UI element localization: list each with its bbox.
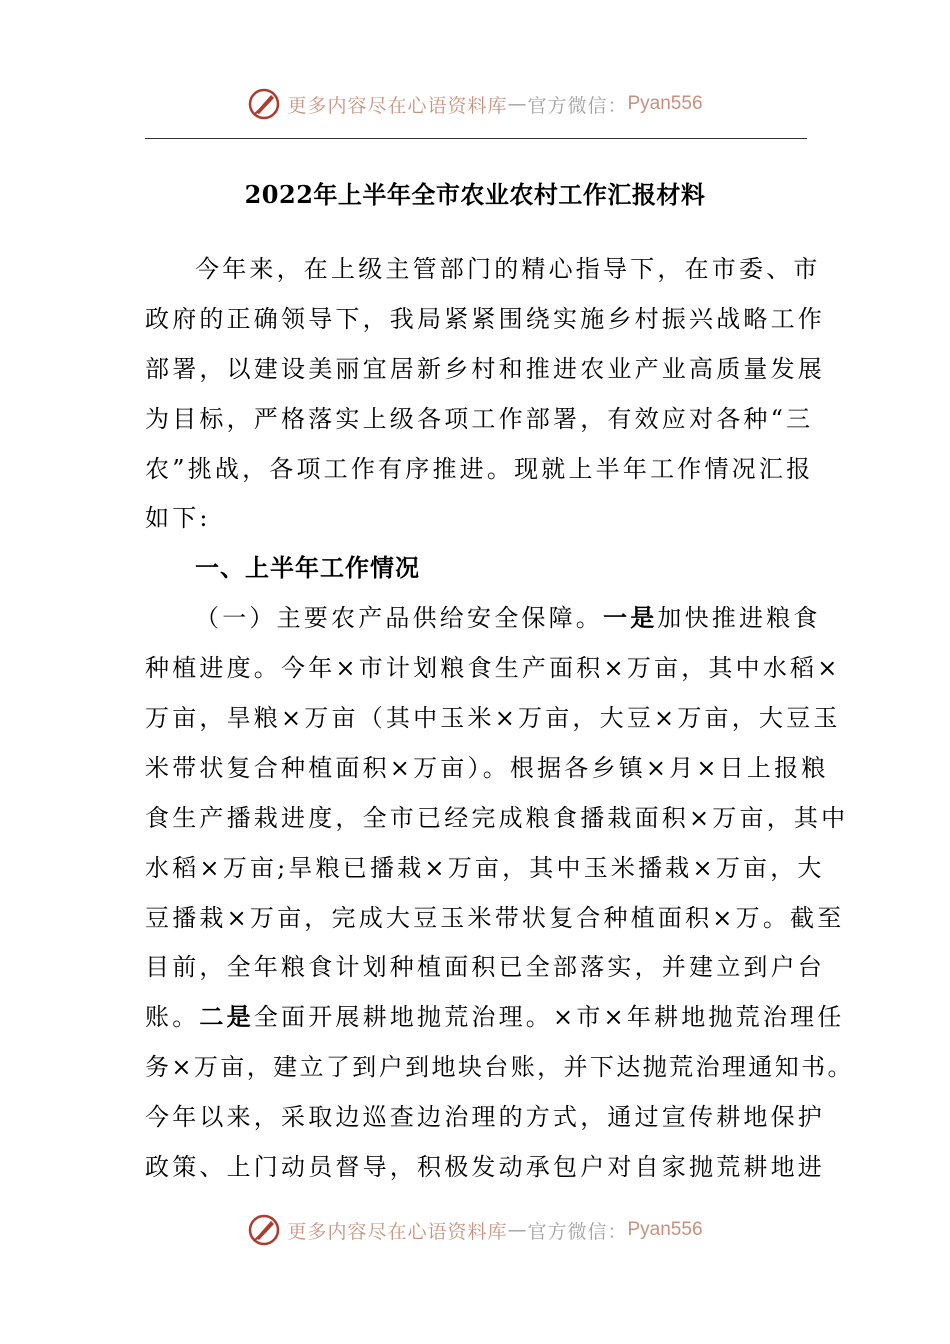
- banner-text: 更多内容尽在心语资料库: [287, 94, 508, 117]
- paragraph-line: 豆播栽×万亩，完成大豆玉米带状复合种植面积×万。截至: [145, 903, 845, 932]
- paragraph-line: 农”挑战，各项工作有序推进。现就上半年工作情况汇报: [145, 454, 814, 483]
- paragraph-line: 食生产播栽进度，全市已经完成粮食播栽面积×万亩，其中: [145, 803, 849, 832]
- paragraph-line: 政策、上门动员督导，积极发动承包户对自家抛荒耕地进: [145, 1153, 825, 1182]
- paragraph-line: 如下:: [145, 504, 211, 533]
- paragraph-line: 为目标，严格落实上级各项工作部署，有效应对各种“三: [145, 404, 814, 433]
- banner-wechat-label: 官方微信：: [527, 94, 628, 117]
- banner-wechat-id: Pyan556: [627, 1219, 703, 1240]
- banner-text: 更多内容尽在心语资料库: [287, 1220, 508, 1243]
- header-divider: [145, 138, 807, 139]
- section-heading: 一、上半年工作情况: [195, 554, 420, 583]
- document-body: [145, 245, 854, 1193]
- quill-logo-icon: [247, 1213, 281, 1247]
- banner-dash: —: [507, 1219, 528, 1241]
- banner-wechat-label: 官方微信：: [527, 1220, 628, 1243]
- document-title: 2022年上半年全市农业农村工作汇报材料: [244, 180, 706, 209]
- header-watermark: [0, 84, 950, 124]
- paragraph-line: 今年以来，采取边巡查边治理的方式，通过宣传耕地保护: [145, 1103, 825, 1132]
- paragraph-text: 全面开展耕地抛荒治理。×市×年耕地抛荒治理任: [253, 1003, 845, 1032]
- banner-dash: —: [507, 93, 528, 115]
- paragraph-line: 水稻×万亩;旱粮已播栽×万亩，其中玉米播栽×万亩，大: [145, 853, 825, 882]
- paragraph-line: [145, 993, 845, 1043]
- paragraph-line: 米带状复合种植面积×万亩）。根据各乡镇×月×日上报粮: [145, 753, 829, 782]
- paragraph-line: 目前，全年粮食计划种植面积已全部落实，并建立到户台: [145, 953, 825, 982]
- quill-logo-icon: [247, 87, 281, 121]
- paragraph-text: 账。: [145, 1003, 200, 1032]
- paragraph-line: 种植进度。今年×市计划粮食生产面积×万亩，其中水稻×: [145, 654, 841, 683]
- paragraph-line: [145, 594, 821, 644]
- footer-watermark: [0, 1210, 950, 1250]
- bold-marker: 二是: [199, 1003, 254, 1032]
- paragraph-line: 今年来，在上级主管部门的精心指导下，在市委、市: [195, 255, 821, 283]
- paragraph-line: 务×万亩，建立了到户到地块台账，并下达抛荒治理通知书。: [145, 1053, 854, 1082]
- subsection-heading: （一）主要农产品供给安全保障。: [195, 604, 603, 633]
- bold-marker: 一是: [603, 604, 658, 633]
- paragraph-line: 政府的正确领导下，我局紧紧围绕实施乡村振兴战略工作: [145, 304, 825, 333]
- paragraph-line: 万亩，旱粮×万亩（其中玉米×万亩，大豆×万亩，大豆玉: [145, 704, 841, 733]
- paragraph-text: 加快推进粮食: [657, 604, 821, 633]
- paragraph-line: 部署，以建设美丽宜居新乡村和推进农业产业高质量发展: [145, 354, 825, 383]
- banner-wechat-id: Pyan556: [627, 93, 703, 114]
